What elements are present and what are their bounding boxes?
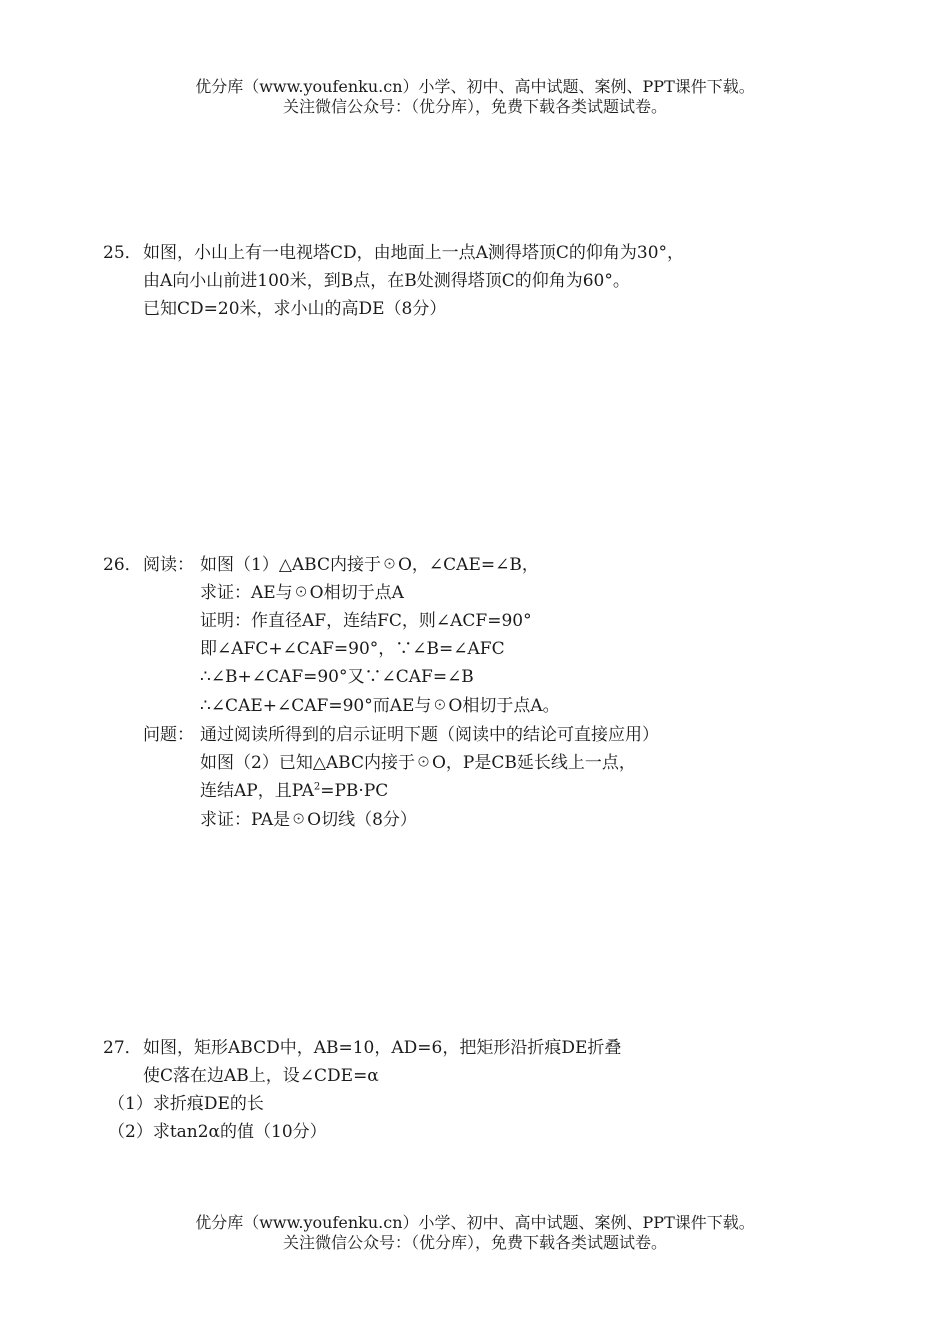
superscript-exponent: 2 [313,781,321,793]
sub-question-2: （2）求tan2α的值（10分） [108,1122,327,1142]
question-text: 如图，矩形ABCD中，AB=10，AD=6，把矩形沿折痕DE折叠 [143,1038,622,1058]
problem-text [200,780,388,802]
reading-text: 如图（1）△ABC内接于☉O，∠CAE=∠B， [200,555,539,575]
header-line-1: 优分库（www.youfenku.cn）小学、初中、高中试题、案例、PPT课件下载。 [195,77,755,96]
problem-text: 通过阅读所得到的启示证明下题（阅读中的结论可直接应用） [200,725,659,745]
question-text: 由A向小山前进100米，到B点，在B处测得塔顶C的仰角为60°。 [143,271,630,291]
sub-question-1: （1）求折痕DE的长 [108,1094,264,1114]
reading-text: ∴∠CAE+∠CAF=90°而AE与☉O相切于点A。 [200,696,560,716]
problem-text-part: =PB·PC [320,781,389,801]
question-text: 已知CD=20米，求小山的高DE（8分） [143,299,447,319]
reading-text: ∴∠B+∠CAF=90°又∵∠CAF=∠B [200,667,474,687]
question-number: 25． [103,243,142,263]
reading-text: 证明：作直径AF，连结FC，则∠ACF=90° [200,611,532,631]
header-line-2: 关注微信公众号：（优分库），免费下载各类试题试卷。 [282,97,667,116]
footer-line-1: 优分库（www.youfenku.cn）小学、初中、高中试题、案例、PPT课件下载。 [195,1213,755,1232]
footer-line-2: 关注微信公众号：（优分库），免费下载各类试题试卷。 [282,1233,667,1252]
problem-text-part: 连结AP，且PA [200,781,314,801]
problem-text: 求证：PA是☉O切线（8分） [200,810,417,830]
reading-label: 阅读： [143,555,194,575]
question-text: 如图，小山上有一电视塔CD，由地面上一点A测得塔顶C的仰角为30°， [143,243,685,263]
question-text: 使C落在边AB上，设∠CDE=α [143,1066,379,1086]
problem-text: 如图（2）已知△ABC内接于☉O，P是CB延长线上一点， [200,753,636,773]
question-number: 27． [103,1038,142,1058]
problem-label: 问题： [143,725,194,745]
reading-text: 求证：AE与☉O相切于点A [200,583,404,603]
question-number: 26． [103,555,142,575]
reading-text: 即∠AFC+∠CAF=90°，∵∠B=∠AFC [200,639,505,659]
